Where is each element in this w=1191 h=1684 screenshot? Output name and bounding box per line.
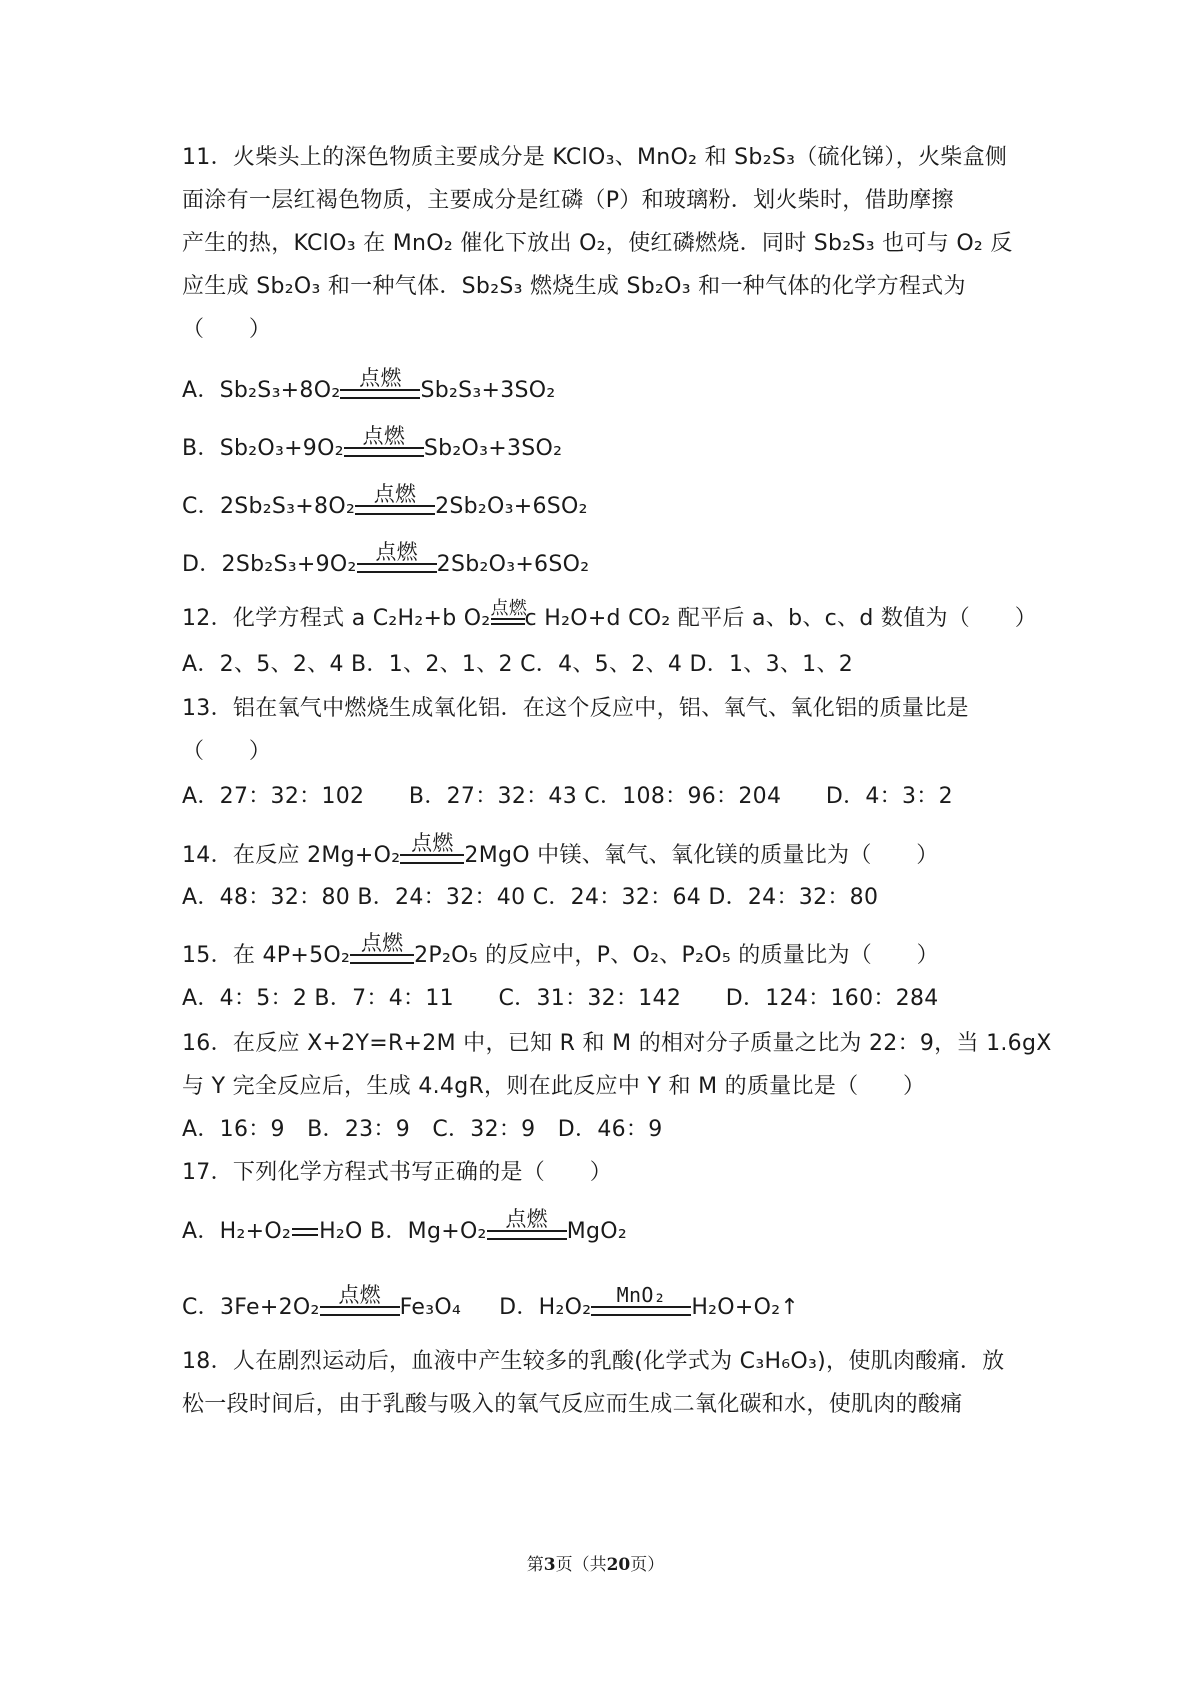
q13-line-2: （ ） — [182, 739, 272, 764]
q11-line-3: 产生的热，KClO₃ 在 MnO₂ 催化下放出 O₂，使红磷燃烧．同时 Sb₂S₃ 也可与 O₂ 反 — [182, 231, 1013, 256]
reaction-arrow — [355, 483, 435, 522]
q15-stem-left: 15．在 4P+5O₂ — [182, 943, 351, 968]
q16-options: A．16：9 B．23：9 C．32：9 D．46：9 — [182, 1117, 663, 1142]
q11-option-c-left: C．2Sb₂S₃+8O₂ — [182, 494, 356, 519]
reaction-arrow — [490, 598, 528, 634]
q14-stem-left: 14．在反应 2Mg+O₂ — [182, 843, 401, 868]
q17-option-a-left: A．H₂+O₂ — [182, 1219, 292, 1244]
reaction-condition: 点燃 — [362, 424, 406, 448]
q14-options: A．48：32：80 B．24：32：40 C．24：32：64 D．24：32：80 — [182, 885, 879, 910]
q17-option-a-right: H₂O B．Mg+O₂ — [319, 1219, 487, 1244]
q11-option-b-left: B．Sb₂O₃+9O₂ — [182, 436, 344, 461]
q13-options: A．27：32：102 B．27：32：43 C．108：96：204 D．4：3：2 — [182, 784, 953, 809]
reaction-condition: 点燃 — [373, 482, 417, 506]
q12-stem-right: c H₂O+d CO₂ 配平后 a、b、c、d 数值为（ ） — [524, 606, 1037, 631]
q11-line-4: 应生成 Sb₂O₃ 和一种气体．Sb₂S₃ 燃烧生成 Sb₂O₃ 和一种气体的化学方程式为 — [182, 274, 966, 299]
q11-option-a — [182, 367, 556, 406]
catalyst-condition: MnO₂ — [616, 1283, 667, 1307]
q15-options: A．4：5：2 B．7：4：11 C．31：32：142 D．124：160：284 — [182, 986, 939, 1011]
equals-sign-icon — [292, 1228, 318, 1236]
q11-option-a-right: Sb₂S₃+3SO₂ — [420, 378, 556, 403]
q17-option-d-left: D．H₂O₂ — [499, 1295, 592, 1320]
q15-stem-right: 2P₂O₅ 的反应中，P、O₂、P₂O₅ 的质量比为（ ） — [414, 943, 939, 968]
page-footer — [0, 1553, 1191, 1577]
q11-option-c — [182, 483, 588, 522]
footer-page-total: 20 — [606, 1555, 631, 1575]
footer-mid: 页（共 — [555, 1555, 607, 1575]
q11-option-c-right: 2Sb₂O₃+6SO₂ — [435, 494, 588, 519]
reaction-condition: 点燃 — [359, 366, 402, 390]
reaction-arrow — [400, 832, 464, 871]
q11-option-b — [182, 425, 562, 464]
q17-option-c-right: Fe₃O₄ — [399, 1295, 462, 1320]
q16-line-1: 16．在反应 X+2Y=R+2M 中，已知 R 和 M 的相对分子质量之比为 22：9，当 1.6gX — [182, 1031, 1052, 1056]
q11-option-d-left: D．2Sb₂S₃+9O₂ — [182, 552, 357, 577]
q11-option-d-right: 2Sb₂O₃+6SO₂ — [436, 552, 590, 577]
reaction-condition: 点燃 — [505, 1207, 548, 1231]
reaction-arrow — [340, 367, 420, 406]
reaction-arrow — [350, 932, 414, 971]
q17-stem: 17．下列化学方程式书写正确的是（ ） — [182, 1160, 612, 1185]
reaction-condition: 点燃 — [375, 540, 418, 564]
q15-stem — [182, 932, 939, 971]
reaction-arrow — [320, 1284, 400, 1323]
q17-option-b-right: MgO₂ — [566, 1219, 627, 1244]
reaction-arrow — [487, 1208, 567, 1247]
reaction-arrow-catalyst — [591, 1284, 691, 1323]
reaction-arrow — [357, 541, 437, 580]
q13-line-1: 13．铝在氧气中燃烧生成氧化铝．在这个反应中，铝、氧气、氧化铝的质量比是 — [182, 696, 969, 721]
q11-line-1: 11．火柴头上的深色物质主要成分是 KClO₃、MnO₂ 和 Sb₂S₃（硫化锑），火柴盒侧 — [182, 145, 1008, 170]
q11-option-b-right: Sb₂O₃+3SO₂ — [423, 436, 563, 461]
q11-line-2: 面涂有一层红褐色物质，主要成分是红磷（P）和玻璃粉．划火柴时，借助摩擦 — [182, 188, 954, 213]
q18-line-1: 18．人在剧烈运动后，血液中产生较多的乳酸(化学式为 C₃H₆O₃)，使肌肉酸痛．放 — [182, 1349, 1005, 1374]
q17-options-ab — [182, 1208, 627, 1247]
reaction-condition: 点燃 — [338, 1283, 381, 1307]
reaction-condition: 点燃 — [411, 831, 454, 855]
q14-stem-right: 2MgO 中镁、氧气、氧化镁的质量比为（ ） — [464, 843, 939, 868]
reaction-arrow — [344, 425, 424, 464]
footer-suffix: 页） — [630, 1555, 665, 1575]
footer-prefix: 第 — [526, 1555, 544, 1575]
reaction-condition: 点燃 — [490, 598, 528, 619]
q11-option-a-left: A．Sb₂S₃+8O₂ — [182, 378, 341, 403]
q12-stem — [182, 600, 1037, 634]
q17-options-cd — [182, 1284, 799, 1323]
q14-stem — [182, 832, 939, 871]
q12-stem-left: 12．化学方程式 a C₂H₂+b O₂ — [182, 606, 491, 631]
q11-option-d — [182, 541, 589, 580]
q12-options: A．2、5、2、4 B．1、2、1、2 C．4、5、2、4 D．1、3、1、2 — [182, 652, 854, 677]
q17-option-d-right: H₂O+O₂↑ — [691, 1295, 800, 1320]
q16-line-2: 与 Y 完全反应后，生成 4.4gR，则在此反应中 Y 和 M 的质量比是（ ） — [182, 1074, 926, 1099]
reaction-condition: 点燃 — [360, 931, 404, 955]
q11-line-5: （ ） — [182, 317, 272, 342]
footer-page-number: 3 — [543, 1555, 556, 1575]
q18-line-2: 松一段时间后，由于乳酸与吸入的氧气反应而生成二氧化碳和水，使肌肉的酸痛 — [182, 1392, 963, 1417]
q17-option-c-left: C．3Fe+2O₂ — [182, 1295, 320, 1320]
